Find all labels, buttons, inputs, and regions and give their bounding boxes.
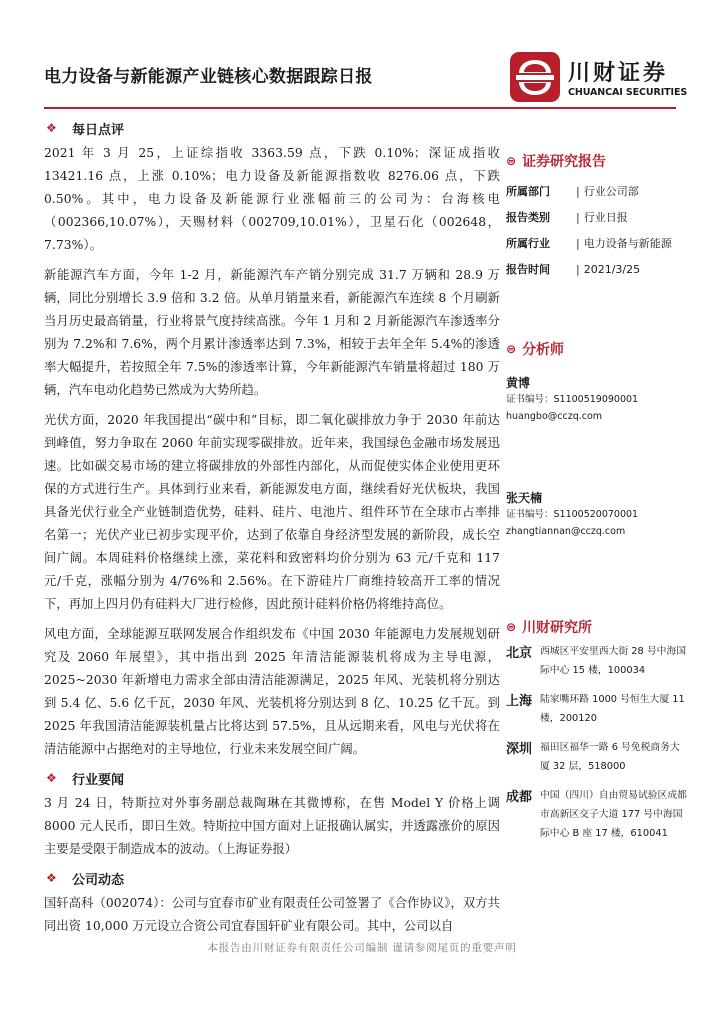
sidebar	[506, 150, 688, 853]
main-content	[44, 112, 500, 945]
paragraph: 国轩高科（002074）：公司与宜春市矿业有限责任公司签署了《合作协议》，双方共同出资 10,000 万元设立合资公司宜春国轩矿业有限公司。其中，公司以自	[44, 896, 500, 933]
analyst-name: 张天楠	[506, 491, 543, 505]
header-divider	[44, 107, 676, 109]
analyst-email: huangbo@cczq.com	[506, 411, 603, 422]
institute-heading: ⊜ 川财研究所	[506, 620, 593, 636]
footer-disclaimer: 本报告由川财证券有限责任公司编制 谨请参阅尾页的重要声明	[207, 942, 517, 954]
analyst-icon: ⊜	[506, 342, 517, 356]
info-row-industry: 所属行业 | 电力设备与新能源	[506, 236, 672, 250]
paragraph: 2021 年 3 月 25，上证综指收 3363.59 点，下跌 0.10%；深证成指收 13421.16 点，上涨 0.10%；电力设备及新能源指数收 8276.06 点，下跌 0.50%。其中，电力设备及新能源行业涨幅前三的公司为：台海核电（002366,10.07%），天赐材料（002709,10.01%），卫星石化（002648，7.73%）。	[44, 146, 500, 252]
logo-text-en: CHUANCAI SECURITIES	[568, 87, 688, 98]
section-heading-company: ❖ 公司动态	[46, 871, 125, 888]
report-heading: ⊜ 证券研究报告	[506, 154, 607, 170]
paragraph: 新能源汽车方面，今年 1-2 月，新能源汽车产销分别完成 31.7 万辆和 28.9 万辆，同比分别增长 3.9 倍和 3.2 倍。从单月销量来看，新能源汽车连续 8 个月刷新当月历史最高销量，行业将景气度持续高涨。今年 1 月和 2 月新能源汽车渗透率分别为 7.2%和 7.6%，两个月累计渗透率达到 7.3%，相较于去年全年 5.4%的渗透率大幅提升，若按照全年 7.5%的渗透率计算，今年新能源汽车销量将超过 180 万辆，汽车电动化趋势已然成为大势所趋。	[44, 268, 500, 397]
diamond-bullet-icon: ❖	[46, 121, 57, 135]
analyst-cert: 证书编号：S1100519090001	[506, 394, 639, 405]
paragraph: 风电方面，全球能源互联网发展合作组织发布《中国 2030 年能源电力发展规划研究及 2060 年展望》，其中指出到 2025 年清洁能源装机将成为主导电源，2025~2030 年新增电力需求全部由清洁能源满足，2025 年风、光装机将分别达到 5.4 亿、5.6 亿千瓦，2030 年风、光装机将分别达到 8 亿、10.25 亿千瓦。到 2025 年我国清洁能源装机量占比将达到 57.5%，且从远期来看，风电与光伏将在清洁能源中占据绝对的主导地位，行业未来发展空间广阔。	[44, 627, 500, 756]
info-row-department: 所属部门 | 行业公司部	[506, 184, 639, 198]
diamond-bullet-icon: ❖	[46, 871, 57, 885]
office-shanghai: 上海 陆家嘴环路 1000 号恒生大厦 11 楼，200120	[506, 694, 685, 724]
analyst-heading: ⊜ 分析师	[506, 342, 565, 358]
section-heading-industry: ❖ 行业要闻	[46, 771, 125, 788]
analyst-cert: 证书编号：S1100520070001	[506, 509, 639, 520]
office-shenzhen: 深圳 福田区福华一路 6 号免税商务大厦 32 层，518000	[506, 742, 680, 772]
section-heading-daily: ❖ 每日点评	[46, 121, 125, 138]
chuancai-logo-icon	[510, 52, 560, 102]
paragraph: 3 月 24 日，特斯拉对外事务副总裁陶琳在其微博称，在售 Model Y 价格上调 8000 元人民币，即日生效。特斯拉中国方面对上证报确认属实，并透露涨价的原因主要是受限于制造成本的波动。（上海证券报）	[44, 796, 500, 856]
analyst-email: zhangtiannan@cczq.com	[506, 526, 626, 537]
info-row-category: 报告类别 | 行业日报	[506, 210, 628, 224]
office-beijing: 北京 西城区平安里西大街 28 号中海国际中心 15 楼，100034	[506, 646, 687, 676]
report-icon: ⊜	[506, 154, 517, 168]
analyst-card	[506, 489, 688, 540]
institute-icon: ⊜	[506, 620, 517, 634]
analyst-name: 黄博	[506, 376, 531, 390]
paragraph: 光伏方面，2020 年我国提出“碳中和”目标，即二氧化碳排放力争于 2030 年前达到峰值，努力争取在 2060 年前实现零碳排放。近年来，我国绿色金融市场发展迅速。比如碳交易市场的建立将碳排放的外部性内部化，从而促使实体企业使用更环保的方式进行生产。具体到行业来看，新能源发电方面，继续看好光伏板块，我国具备光伏行业全产业链制造优势，硅料、硅片、电池片、组件环节在全球市占率排名第一；光伏产业已初步实现平价，达到了依靠自身经济型发展的新阶段，成长空间广阔。本周硅料价格继续上涨，菜花料和致密料均价分别为 63 元/千克和 117 元/千克，涨幅分别为 4/76%和 2.56%。在下游硅片厂商维持较高开工率的情况下，再加上四月仍有硅料大厂进行检修，因此预计硅料价格仍将维持高位。	[44, 413, 500, 611]
office-chengdu: 成都 中国（四川）自由贸易试验区成都市高新区交子大道 177 号中海国际中心 B 座 17 楼，610041	[506, 790, 687, 839]
diamond-bullet-icon: ❖	[46, 771, 57, 785]
analyst-card	[506, 374, 688, 425]
info-row-date: 报告时间 | 2021/3/25	[506, 262, 641, 276]
logo-text-cn: 川财证券	[568, 61, 669, 86]
page-title: 电力设备与新能源产业链核心数据跟踪日报	[44, 67, 373, 87]
